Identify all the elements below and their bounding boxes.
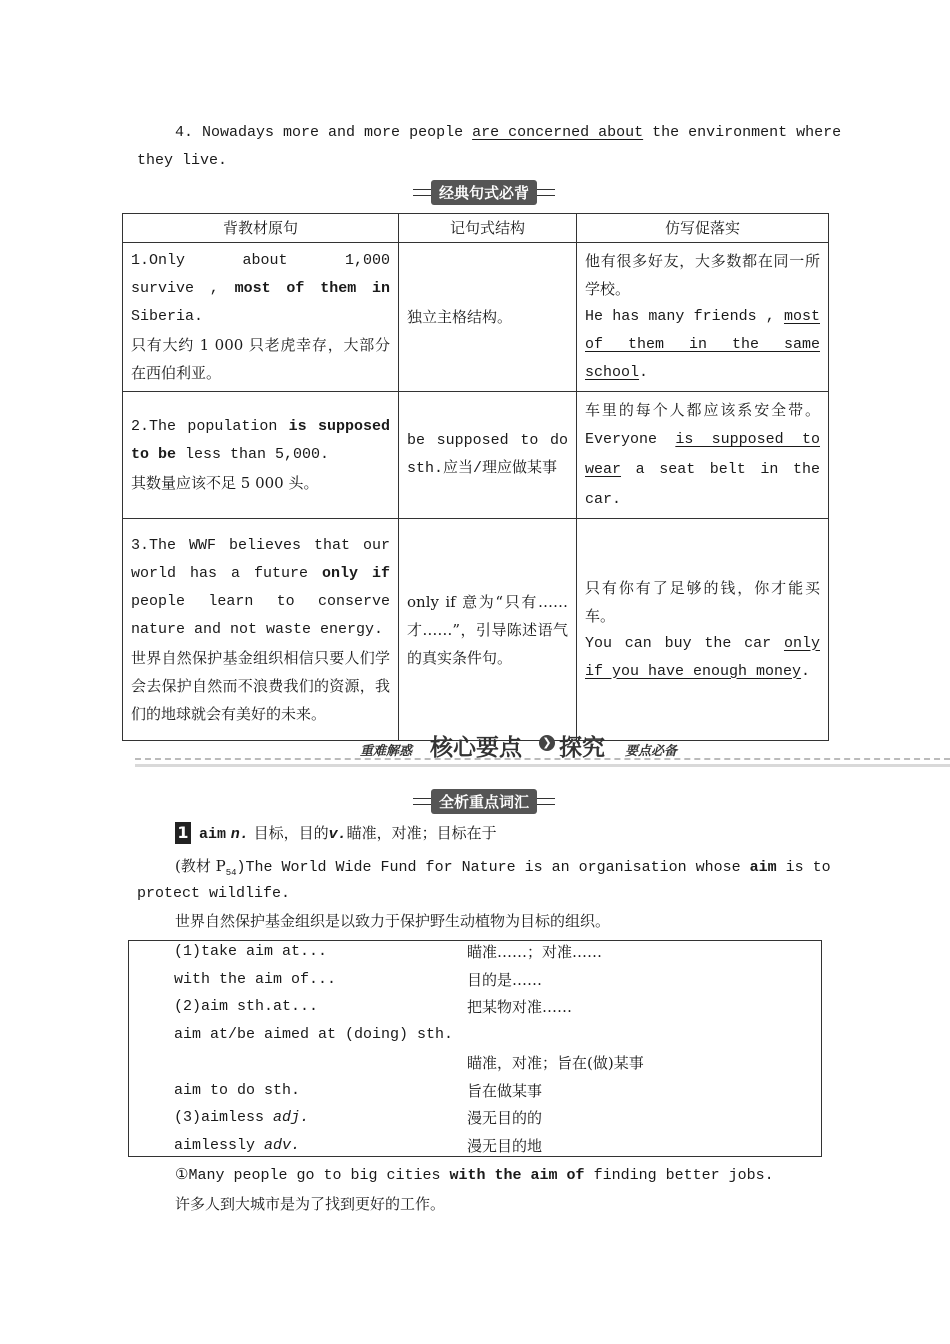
- table-row: [123, 243, 829, 392]
- punctuation: .: [801, 662, 811, 680]
- original-text: Siberia: [131, 308, 195, 325]
- source-text: is to: [785, 859, 831, 876]
- usage-meaning: 漫无目的的: [467, 1109, 543, 1128]
- original-text: people learn to conserve nature and not waste energy.: [131, 592, 390, 638]
- header-rule: [413, 189, 431, 196]
- textbook-source-line2: protect wildlife.: [137, 885, 291, 902]
- example-text: finding better jobs.: [593, 1167, 774, 1184]
- punctuation: .: [639, 364, 649, 381]
- section-title: 经典句式必背: [431, 180, 537, 205]
- phrase-text: aim at/be aimed at (doing) sth.: [174, 1026, 454, 1044]
- usage-phrase: [174, 1132, 300, 1160]
- usage-meaning: 旨在做某事: [467, 1081, 543, 1100]
- banner-divider: [135, 764, 950, 767]
- item-4-line2: they live.: [137, 152, 228, 169]
- chinese-prompt: 他有很多好友，大多数都在同一所学校。: [585, 252, 820, 298]
- structure-cell: only if 意为“只有……才……”，引导陈述语气的真实条件句。: [399, 519, 577, 741]
- key-word: aim: [749, 859, 777, 876]
- item-text: Nowadays more and more people: [202, 124, 464, 141]
- core-points-banner: [135, 728, 950, 770]
- source-text: )The World Wide Fund for Nature is an organisation whose: [236, 859, 741, 876]
- original-sentence-cell: [123, 392, 399, 519]
- banner-title: 探究: [559, 735, 605, 761]
- item-number: 4.: [175, 124, 194, 141]
- header-rule: [537, 189, 555, 196]
- phrase-text: (3)aimless: [174, 1109, 265, 1127]
- usage-meaning: 漫无目的地: [467, 1136, 543, 1155]
- phrase-text: (1)take aim at...: [174, 943, 328, 960]
- page-number: 54: [225, 868, 237, 878]
- imitation-cell: [577, 392, 829, 519]
- header-rule: [537, 798, 555, 805]
- key-phrase: most of them in: [234, 280, 390, 297]
- source-translation: 世界自然保护基金组织是以致力于保护野生动植物为目标的组织。: [175, 912, 611, 930]
- original-sentence-cell: 1.Only about 1,000 survive , most of them in Siberia. 只有大约 1 000 只老虎幸存，大部分在西伯利亚。: [123, 243, 399, 392]
- phrase-text: (2)aim sth.at...: [174, 998, 319, 1016]
- table-header-row: [123, 214, 829, 243]
- banner-title: 核心要点: [430, 735, 522, 761]
- chinese-translation: 只有大约 1 000 只老虎幸存，大部分在西伯利亚。: [131, 336, 390, 382]
- original-text: 1.Only about 1,000: [131, 252, 390, 269]
- chevron-right-icon: ❯: [539, 735, 555, 751]
- entry-number-badge: 1: [175, 822, 191, 844]
- usage-phrase: [174, 1077, 300, 1105]
- phrase-text: aimlessly: [174, 1136, 256, 1154]
- banner-divider: [135, 758, 950, 760]
- imitation-cell: [577, 519, 829, 741]
- usage-phrase: [174, 966, 336, 994]
- section-header-sentences: [413, 180, 555, 204]
- sentence-pattern-table: [122, 213, 829, 741]
- example-translation: 许多人到大城市是为了找到更好的工作。: [175, 1195, 446, 1213]
- usage-meaning: 把某物对准……: [467, 998, 573, 1017]
- key-phrase: with the aim of: [449, 1167, 585, 1184]
- definition: 瞄准，对准；目标在于: [346, 824, 497, 842]
- entry-headword-line: [199, 819, 497, 849]
- definition: 目标，目的: [253, 824, 329, 842]
- structure-cell: be supposed to do sth.应当/理应做某事: [399, 392, 577, 519]
- original-text: survive ,: [131, 280, 219, 297]
- item-text: the environment where: [652, 124, 842, 141]
- usage-meaning: 瞄准……；对准……: [467, 943, 603, 961]
- part-of-speech: v.: [328, 826, 347, 843]
- part-of-speech: n.: [230, 826, 249, 843]
- section-header-vocabulary: [413, 789, 555, 813]
- part-of-speech: adv.: [264, 1136, 301, 1154]
- key-phrase: is supposed to be: [131, 418, 390, 463]
- headword: aim: [199, 826, 227, 843]
- banner-subtitle: 要点必备: [625, 744, 678, 759]
- column-header: 背教材原句: [123, 214, 399, 243]
- underlined-answer: is supposed to wear: [585, 431, 820, 478]
- imitation-text: a seat belt in the car.: [585, 461, 820, 508]
- usage-meaning: 目的是……: [467, 970, 543, 989]
- original-sentence-cell: [123, 519, 399, 741]
- key-phrase: only if: [322, 564, 390, 582]
- chinese-prompt: 只有你有了足够的钱，你才能买车。: [585, 578, 820, 625]
- structure-cell: 独立主格结构。: [399, 243, 577, 392]
- chinese-prompt: 车里的每个人都应该系安全带。: [585, 401, 820, 419]
- part-of-speech: adj.: [273, 1109, 310, 1127]
- column-header: 记句式结构: [399, 214, 577, 243]
- chinese-translation: 其数量应该不足 5 000 头。: [131, 474, 319, 492]
- table-row: [123, 392, 829, 519]
- item-4-line1: [175, 119, 841, 147]
- usage-phrase: [174, 1104, 309, 1132]
- usage-phrase: [174, 1021, 453, 1049]
- underlined-answer: are concerned about: [472, 124, 644, 141]
- imitation-text: He has many friends ,: [585, 308, 775, 325]
- original-text: 3.The WWF believes that our world has a future: [131, 536, 390, 582]
- source-ref: (教材 P: [175, 857, 226, 875]
- imitation-text: You can buy the car: [585, 634, 772, 652]
- phrase-text: aim to do sth.: [174, 1081, 301, 1099]
- chinese-translation: 世界自然保护基金组织相信只要人们学会去保护自然而不浪费我们的资源，我们的地球就会有美好的未来。: [131, 648, 390, 723]
- underlined-answer: most of them in the same school: [585, 308, 820, 381]
- section-title: 全析重点词汇: [431, 789, 537, 814]
- example-text: ①Many people go to big cities: [175, 1167, 441, 1184]
- example-sentence: [175, 1162, 774, 1190]
- usage-phrase: [174, 938, 327, 966]
- phrase-text: with the aim of...: [174, 970, 337, 988]
- header-rule: [413, 798, 431, 805]
- usage-phrase: [174, 993, 318, 1021]
- original-text: 2.The population: [131, 418, 278, 435]
- imitation-cell: [577, 243, 829, 392]
- column-header: 仿写促落实: [577, 214, 829, 243]
- original-text: less than 5,000.: [185, 446, 330, 463]
- banner-subtitle: 重难解惑: [360, 744, 413, 759]
- underlined-answer: only if you have enough money: [585, 634, 820, 680]
- table-row: [123, 519, 829, 741]
- usage-meaning: 瞄准，对准；旨在(做)某事: [467, 1053, 644, 1072]
- imitation-text: Everyone: [585, 431, 658, 448]
